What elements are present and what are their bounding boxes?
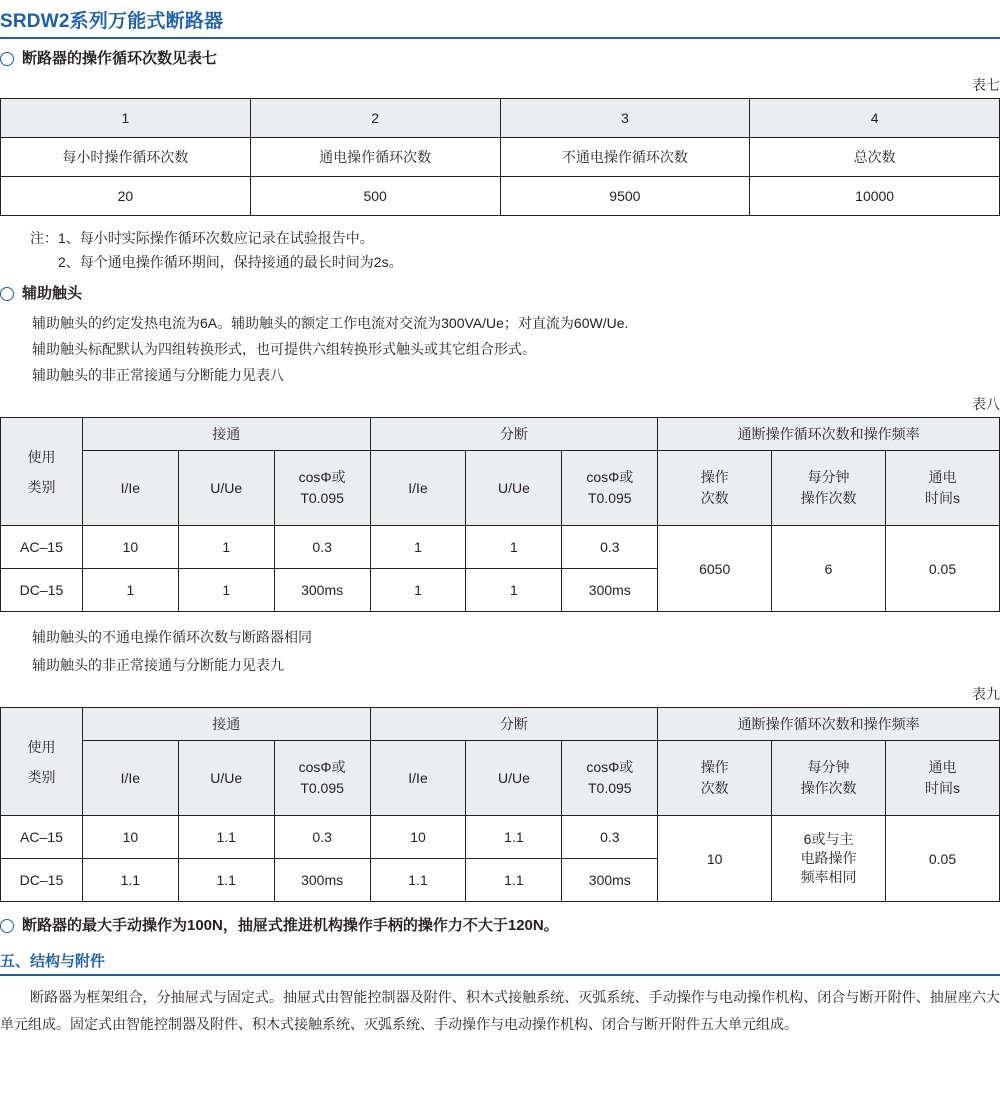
sub-line-2: 操作次数 xyxy=(800,780,857,796)
table-row xyxy=(1,816,1000,859)
table-cell-group-ops: 通断操作循环次数和操作频率 xyxy=(658,418,1000,451)
circle-bullet-icon xyxy=(0,52,14,66)
table-cell-sub-make-iie: I/Ie xyxy=(82,451,178,526)
table-cell-row-category: DC–15 xyxy=(1,859,83,902)
table-cell-row-category: AC–15 xyxy=(1,526,83,569)
table-cell-colnum-2: 2 xyxy=(250,99,500,138)
table-caption-8: 表八 xyxy=(972,396,1000,412)
note-line-2: 2、每个通电操作循环期间，保持接通的最长时间为2s。 xyxy=(58,254,403,270)
category-line-1: 使用 xyxy=(27,448,56,465)
section-heading-aux-contacts xyxy=(0,284,1000,304)
table-cell-break-cos: 0.3 xyxy=(562,816,658,859)
per-minute-line-2: 电路操作 xyxy=(800,850,857,866)
sub-line-2: 时间s xyxy=(925,490,960,506)
table-cell-header-1: 每小时操作循环次数 xyxy=(1,138,251,177)
table-cell-group-break: 分断 xyxy=(370,708,658,741)
table-row xyxy=(1,526,1000,569)
table-cell-make-cos: 0.3 xyxy=(274,816,370,859)
table-cell-group-make: 接通 xyxy=(82,708,370,741)
table-cell-make-uue: 1 xyxy=(178,569,274,612)
sub-line-1: 每分钟 xyxy=(807,759,850,775)
paragraph-structure xyxy=(0,984,1000,1038)
table-cell-make-cos: 300ms xyxy=(274,859,370,902)
table-cell-ops-time-value: 0.05 xyxy=(886,526,1000,612)
paragraph-aux-3: 辅助触头的非正常接通与分断能力见表八 xyxy=(32,367,284,383)
paragraph-aux-4: 辅助触头的不通电操作循环次数与断路器相同 xyxy=(32,629,312,645)
table-cell-make-uue: 1.1 xyxy=(178,816,274,859)
table-cell-break-iie: 1 xyxy=(370,569,466,612)
sub-line-2: T0.095 xyxy=(300,780,344,796)
sub-line-2: T0.095 xyxy=(300,490,344,506)
note-line-1: 注：1、每小时实际操作循环次数应记录在试验报告中。 xyxy=(30,230,374,246)
table-cell-header-2: 通电操作循环次数 xyxy=(250,138,500,177)
table-cell-sub-make-uue: U/Ue xyxy=(178,451,274,526)
table-cell-break-cos: 300ms xyxy=(562,859,658,902)
sub-line-2: 时间s xyxy=(925,780,960,796)
table-row xyxy=(1,177,1000,216)
table-cell-break-iie: 10 xyxy=(370,816,466,859)
table-cell-make-iie: 1 xyxy=(82,569,178,612)
table-cell-make-uue: 1.1 xyxy=(178,859,274,902)
table-cell-sub-ops-time xyxy=(886,741,1000,816)
table-operation-cycles xyxy=(0,98,1000,216)
page-title: SRDW2系列万能式断路器 xyxy=(0,11,224,32)
table-aux-making-breaking-9 xyxy=(0,707,1000,902)
section-heading-manual-operation xyxy=(0,916,1000,936)
sub-line-1: 操作 xyxy=(700,469,729,485)
sub-line-1: cosΦ或 xyxy=(586,469,634,485)
table-cell-make-cos: 0.3 xyxy=(274,526,370,569)
table-cell-row-category: AC–15 xyxy=(1,816,83,859)
table-cell-make-iie: 1.1 xyxy=(82,859,178,902)
table-cell-sub-make-cos xyxy=(274,741,370,816)
table-cell-header-4: 总次数 xyxy=(750,138,1000,177)
table-cell-value-4: 10000 xyxy=(750,177,1000,216)
sub-line-2: 操作次数 xyxy=(800,490,857,506)
sub-line-2: 次数 xyxy=(700,490,729,506)
table-aux-making-breaking-8 xyxy=(0,417,1000,612)
table-row xyxy=(1,708,1000,741)
table-cell-sub-break-uue: U/Ue xyxy=(466,741,562,816)
table-cell-group-make: 接通 xyxy=(82,418,370,451)
table-row xyxy=(1,451,1000,526)
table-cell-make-iie: 10 xyxy=(82,816,178,859)
table-cell-ops-time-value: 0.05 xyxy=(886,816,1000,902)
table-cell-make-uue: 1 xyxy=(178,526,274,569)
table-cell-break-uue: 1.1 xyxy=(466,859,562,902)
table-caption-9: 表九 xyxy=(972,686,1000,702)
table-cell-ops-per-minute-value: 6 xyxy=(772,526,886,612)
sub-line-2: 次数 xyxy=(700,780,729,796)
table-cell-sub-make-cos xyxy=(274,451,370,526)
table-cell-sub-break-iie: I/Ie xyxy=(370,741,466,816)
table-cell-make-cos: 300ms xyxy=(274,569,370,612)
table-cell-category-header xyxy=(1,708,83,816)
paragraph-aux-5: 辅助触头的非正常接通与分断能力见表九 xyxy=(32,657,284,673)
table-cell-sub-ops-per-minute xyxy=(772,451,886,526)
sub-line-1: cosΦ或 xyxy=(298,759,346,775)
section-heading-label: 断路器的操作循环次数见表七 xyxy=(22,50,218,67)
table-cell-value-1: 20 xyxy=(1,177,251,216)
sub-line-1: cosΦ或 xyxy=(586,759,634,775)
table-row xyxy=(1,418,1000,451)
table-cell-group-break: 分断 xyxy=(370,418,658,451)
table-cell-sub-break-iie: I/Ie xyxy=(370,451,466,526)
paragraph-aux-1: 辅助触头的约定发热电流为6A。辅助触头的额定工作电流对交流为300VA/Ue；对直流为60W/Ue. xyxy=(32,315,629,331)
table-cell-row-category: DC–15 xyxy=(1,569,83,612)
circle-bullet-icon xyxy=(0,919,14,933)
table-cell-ops-per-minute-value xyxy=(772,816,886,902)
per-minute-line-1: 6或与主 xyxy=(803,831,854,847)
table-cell-sub-ops-per-minute xyxy=(772,741,886,816)
table-cell-ops-count-value: 6050 xyxy=(658,526,772,612)
table-cell-colnum-1: 1 xyxy=(1,99,251,138)
table-cell-colnum-3: 3 xyxy=(500,99,750,138)
table-cell-sub-ops-time xyxy=(886,451,1000,526)
table-cell-make-iie: 10 xyxy=(82,526,178,569)
sub-line-1: 通电 xyxy=(928,759,957,775)
sub-line-1: 操作 xyxy=(700,759,729,775)
table-notes xyxy=(0,226,1000,274)
table-cell-sub-make-uue: U/Ue xyxy=(178,741,274,816)
sub-line-2: T0.095 xyxy=(588,780,632,796)
sub-line-1: cosΦ或 xyxy=(298,469,346,485)
table-cell-break-uue: 1.1 xyxy=(466,816,562,859)
circle-bullet-icon xyxy=(0,287,14,301)
section-heading-structure: 五、结构与附件 xyxy=(0,953,106,970)
category-line-2: 类别 xyxy=(27,768,56,785)
category-line-1: 使用 xyxy=(27,738,56,755)
table-row xyxy=(1,138,1000,177)
table-cell-sub-break-cos xyxy=(562,451,658,526)
table-cell-group-ops: 通断操作循环次数和操作频率 xyxy=(658,708,1000,741)
table-cell-sub-break-cos xyxy=(562,741,658,816)
table-cell-break-iie: 1 xyxy=(370,526,466,569)
table-caption-7: 表七 xyxy=(972,77,1000,93)
sub-line-1: 通电 xyxy=(928,469,957,485)
section-heading-label: 辅助触头 xyxy=(22,285,83,302)
paragraph-structure-text: 断路器为框架组合，分抽屉式与固定式。抽屉式由智能控制器及附件、积木式接触系统、灭弧系统、手动操作与电动操作机构、闭合与断开附件、抽屉座六大单元组成。固定式由智能控制器及附件、积木式接触系统、灭弧系统、手动操作与电动操作机构、闭合与断开附件五大单元组成。 xyxy=(0,988,1000,1032)
table-row xyxy=(1,741,1000,816)
table-cell-value-3: 9500 xyxy=(500,177,750,216)
table-row xyxy=(1,99,1000,138)
table-cell-sub-make-iie: I/Ie xyxy=(82,741,178,816)
table-cell-colnum-4: 4 xyxy=(750,99,1000,138)
section-heading-operation-cycles xyxy=(0,49,1000,69)
table-cell-header-3: 不通电操作循环次数 xyxy=(500,138,750,177)
category-line-2: 类别 xyxy=(27,478,56,495)
sub-line-1: 每分钟 xyxy=(807,469,850,485)
section-heading-label: 断路器的最大手动操作为100N，抽屉式推进机构操作手柄的操作力不大于120N。 xyxy=(22,917,559,934)
table-cell-break-cos: 0.3 xyxy=(562,526,658,569)
section-divider xyxy=(0,974,1000,976)
table-cell-sub-ops-count xyxy=(658,741,772,816)
table-cell-ops-count-value: 10 xyxy=(658,816,772,902)
table-cell-break-cos: 300ms xyxy=(562,569,658,612)
table-cell-break-iie: 1.1 xyxy=(370,859,466,902)
title-divider xyxy=(0,37,1000,39)
table-cell-value-2: 500 xyxy=(250,177,500,216)
table-cell-category-header xyxy=(1,418,83,526)
table-cell-sub-ops-count xyxy=(658,451,772,526)
per-minute-line-3: 频率相同 xyxy=(800,869,857,885)
table-cell-break-uue: 1 xyxy=(466,569,562,612)
table-cell-break-uue: 1 xyxy=(466,526,562,569)
table-cell-sub-break-uue: U/Ue xyxy=(466,451,562,526)
paragraph-aux-2: 辅助触头标配默认为四组转换形式，也可提供六组转换形式触头或其它组合形式。 xyxy=(32,341,536,357)
sub-line-2: T0.095 xyxy=(588,490,632,506)
